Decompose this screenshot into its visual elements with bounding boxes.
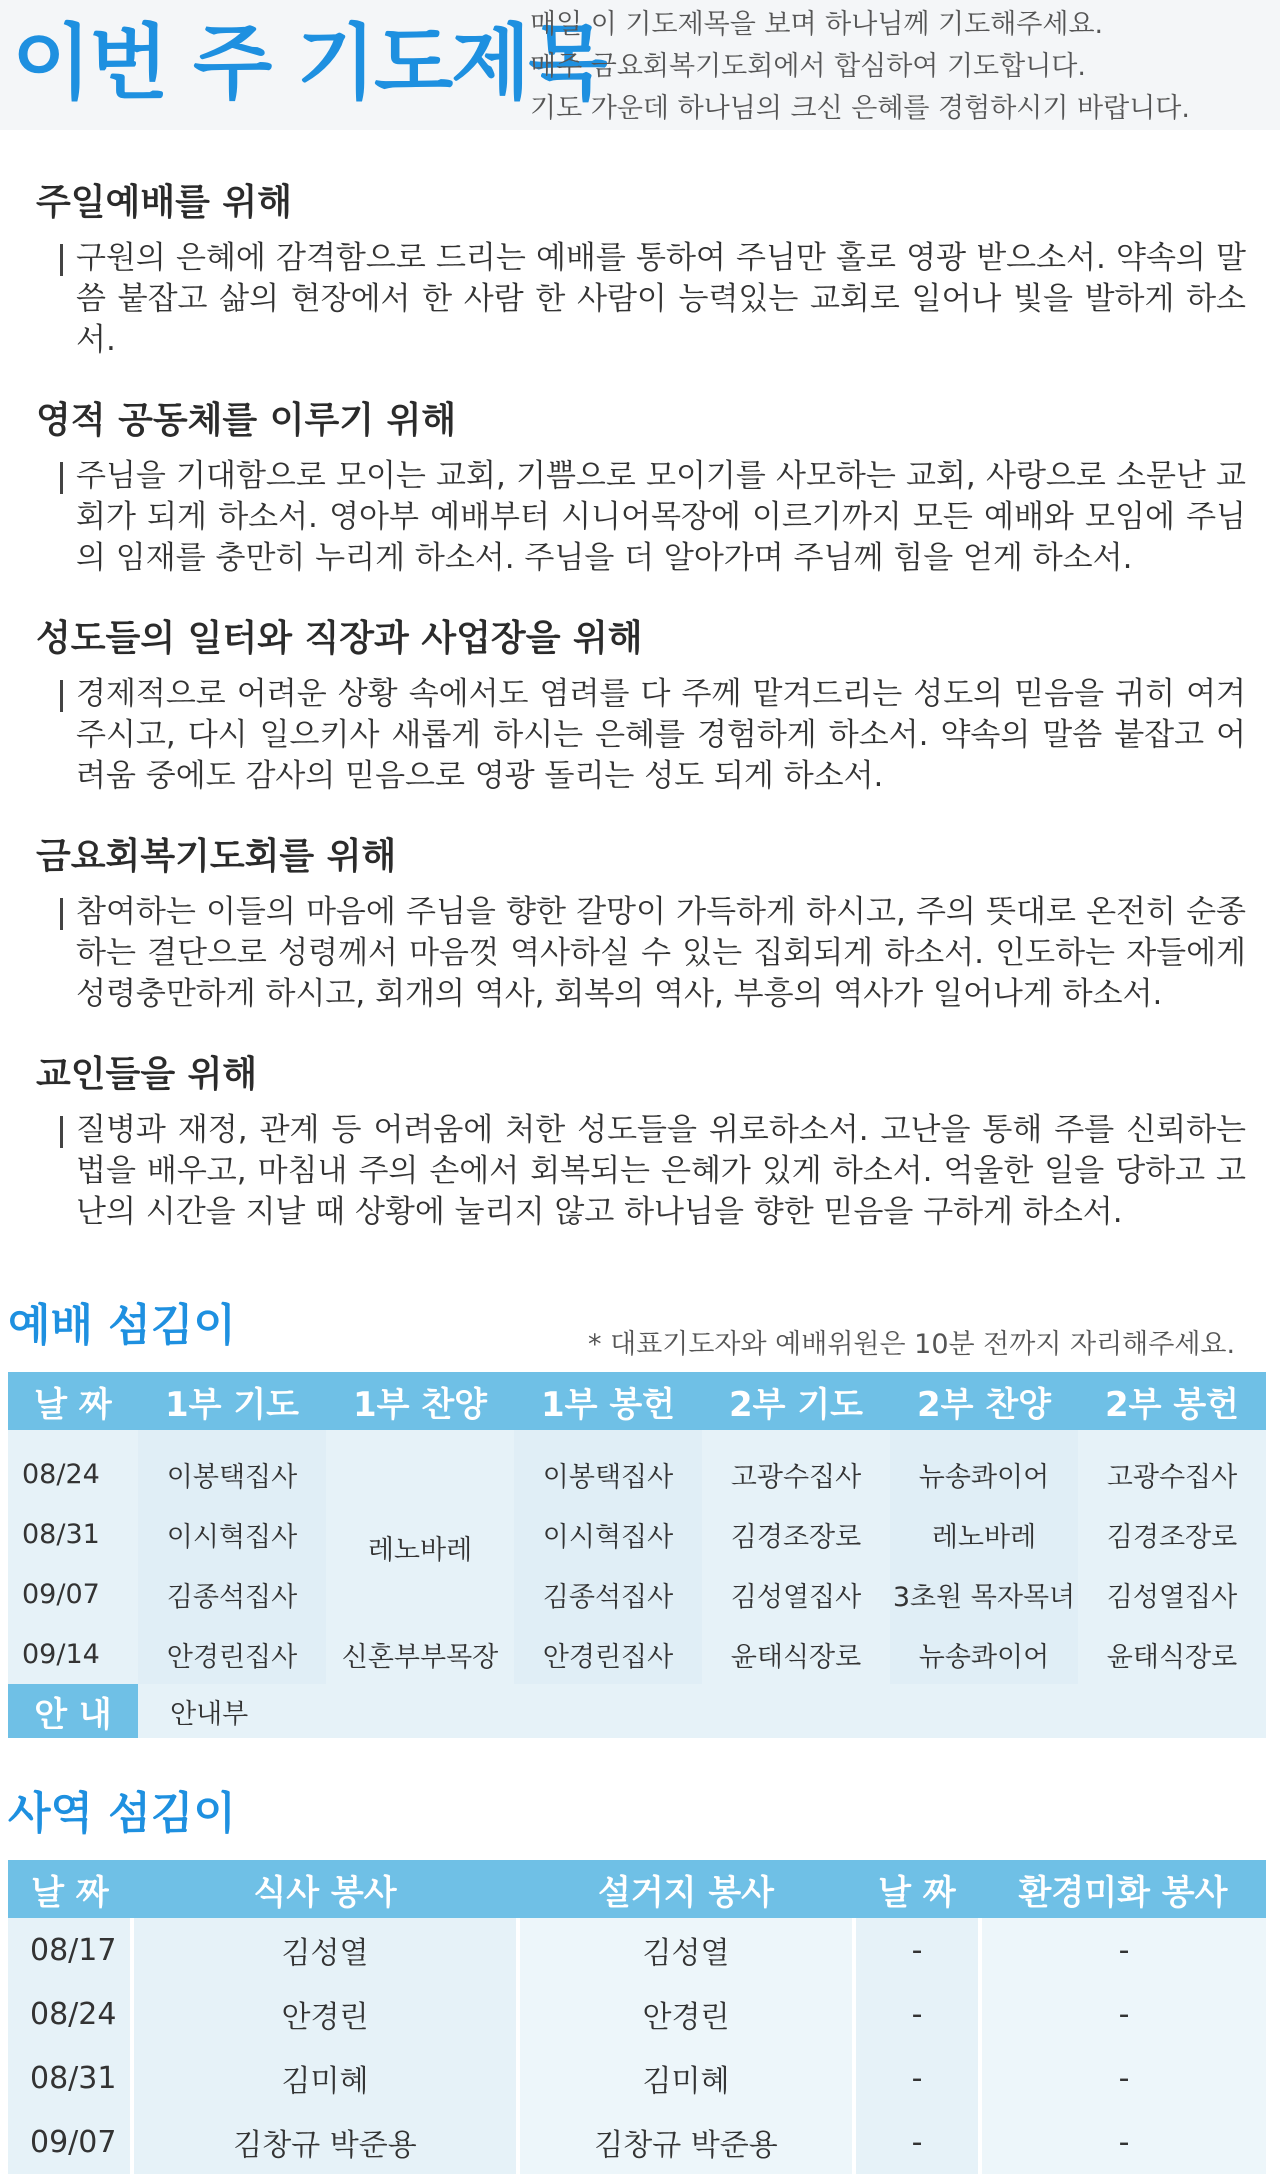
column-header: 날 짜 <box>8 1860 132 1918</box>
date-cell: 09/14 <box>8 1624 138 1684</box>
table-cell: 윤태식장로 <box>1078 1624 1266 1684</box>
prayer-section <box>36 398 1246 579</box>
column-header: 2부 찬양 <box>890 1372 1078 1430</box>
date-cell: 08/24 <box>8 1982 132 2046</box>
prayer-section <box>36 1052 1246 1233</box>
table-cell: - <box>980 1982 1266 2046</box>
prayer-body: 질병과 재정, 관계 등 어려움에 처한 성도들을 위로하소서. 고난을 통해 주를 신뢰하는 법을 배우고, 마침내 주의 손에서 회복되는 은혜가 있게 하소서. 억울한 일을 당하고 고난의 시간을 지날 때 상황에 눌리지 않고 하나님을 향한 믿음을 구하게 하소서. <box>60 1110 1246 1233</box>
page-title: 이번 주 기도제목 <box>12 16 606 111</box>
guide-label: 안 내 <box>8 1684 138 1738</box>
table-cell: 김경조장로 <box>702 1504 890 1564</box>
prayer-section <box>36 834 1246 1015</box>
intro-line: 매주 금요회복기도회에서 합심하여 기도합니다. <box>530 51 1086 82</box>
column-header: 날 짜 <box>854 1860 980 1918</box>
table-cell: 뉴송콰이어 <box>890 1430 1078 1504</box>
table-row <box>8 2046 1266 2110</box>
header-band <box>0 0 1280 130</box>
table-cell: 김창규 박준용 <box>518 2110 854 2174</box>
prayer-section <box>36 180 1246 361</box>
guide-value: 안내부 <box>138 1684 1266 1738</box>
table-cell: 김종석집사 <box>138 1564 326 1624</box>
date-cell: 08/17 <box>8 1918 132 1982</box>
worship-heading: 예배 섬김이 <box>8 1300 236 1351</box>
table-cell: 이봉택집사 <box>138 1430 326 1504</box>
prayer-title: 교인들을 위해 <box>36 1054 258 1095</box>
table-cell: 이봉택집사 <box>514 1430 702 1504</box>
column-header: 1부 기도 <box>138 1372 326 1430</box>
table-row <box>8 1624 1266 1684</box>
table-cell: 레노바레 <box>890 1504 1078 1564</box>
table-cell: 김성열 <box>518 1918 854 1982</box>
table-cell: 김미혜 <box>132 2046 518 2110</box>
table-row <box>8 1982 1266 2046</box>
table-row <box>8 1564 1266 1624</box>
column-header: 환경미화 봉사 <box>980 1860 1266 1918</box>
prayer-title: 주일예배를 위해 <box>36 182 292 223</box>
intro-line: 기도 가운데 하나님의 크신 은혜를 경험하시기 바랍니다. <box>530 93 1190 124</box>
ministry-heading: 사역 섬김이 <box>8 1788 236 1839</box>
table-cell: 뉴송콰이어 <box>890 1624 1078 1684</box>
table-cell: - <box>854 2110 980 2174</box>
column-header: 1부 봉헌 <box>514 1372 702 1430</box>
merged-praise-cell: 레노바레 <box>326 1430 514 1624</box>
table-cell: 김종석집사 <box>514 1564 702 1624</box>
table-cell: 고광수집사 <box>1078 1430 1266 1504</box>
date-cell: 08/31 <box>8 1504 138 1564</box>
table-cell: - <box>854 1982 980 2046</box>
column-header: 식사 봉사 <box>132 1860 518 1918</box>
table-cell: - <box>854 1918 980 1982</box>
table-row <box>8 2110 1266 2174</box>
table-cell: 이시혁집사 <box>514 1504 702 1564</box>
table-header-row <box>8 1372 1266 1430</box>
table-cell: 김경조장로 <box>1078 1504 1266 1564</box>
date-cell: 09/07 <box>8 2110 132 2174</box>
column-header: 2부 기도 <box>702 1372 890 1430</box>
table-cell: 안경린집사 <box>514 1624 702 1684</box>
table-cell: 김미혜 <box>518 2046 854 2110</box>
table-cell: 3초원 목자목녀 <box>890 1564 1078 1624</box>
date-cell: 08/31 <box>8 2046 132 2110</box>
guide-row <box>8 1684 1266 1738</box>
prayer-body: 경제적으로 어려운 상황 속에서도 염려를 다 주께 맡겨드리는 성도의 믿음을 귀히 여겨주시고, 다시 일으키사 새롭게 하시는 은혜를 경험하게 하소서. 약속의 말씀 붙잡고 어려움 중에도 감사의 믿음으로 영광 돌리는 성도 되게 하소서. <box>60 674 1246 797</box>
prayer-body: 참여하는 이들의 마음에 주님을 향한 갈망이 가득하게 하시고, 주의 뜻대로 온전히 순종하는 결단으로 성령께서 마음껏 역사하실 수 있는 집회되게 하소서. 인도하는 자들에게 성령충만하게 하시고, 회개의 역사, 회복의 역사, 부흥의 역사가 일어나게 하소서. <box>60 892 1246 1015</box>
table-cell: - <box>980 1918 1266 1982</box>
column-header: 설거지 봉사 <box>518 1860 854 1918</box>
prayer-body: 주님을 기대함으로 모이는 교회, 기쁨으로 모이기를 사모하는 교회, 사랑으로 소문난 교회가 되게 하소서. 영아부 예배부터 시니어목장에 이르기까지 모든 예배와 모임에 주님의 임재를 충만히 누리게 하소서. 주님을 더 알아가며 주님께 힘을 얻게 하소서. <box>60 456 1246 579</box>
table-cell: 김성열집사 <box>702 1564 890 1624</box>
table-cell: 안경린 <box>518 1982 854 2046</box>
table-cell: 안경린 <box>132 1982 518 2046</box>
table-cell: - <box>980 2110 1266 2174</box>
table-cell: - <box>980 2046 1266 2110</box>
intro-line: 매일 이 기도제목을 보며 하나님께 기도해주세요. <box>530 9 1104 40</box>
date-cell: 08/24 <box>8 1430 138 1504</box>
table-row <box>8 1918 1266 1982</box>
table-cell: 김성열집사 <box>1078 1564 1266 1624</box>
column-header: 2부 봉헌 <box>1078 1372 1266 1430</box>
prayer-title: 성도들의 일터와 직장과 사업장을 위해 <box>36 618 643 659</box>
table-cell: 신혼부부목장 <box>326 1624 514 1684</box>
column-header: 1부 찬양 <box>326 1372 514 1430</box>
table-cell: 김성열 <box>132 1918 518 1982</box>
table-cell: 윤태식장로 <box>702 1624 890 1684</box>
worship-note: * 대표기도자와 예배위원은 10분 전까지 자리해주세요. <box>588 1329 1236 1360</box>
table-cell: 이시혁집사 <box>138 1504 326 1564</box>
table-cell: 김창규 박준용 <box>132 2110 518 2174</box>
prayer-title: 금요회복기도회를 위해 <box>36 836 397 877</box>
table-header-row <box>8 1860 1266 1918</box>
prayer-section <box>36 616 1246 797</box>
ministry-table <box>8 1860 1266 2174</box>
date-cell: 09/07 <box>8 1564 138 1624</box>
table-row <box>8 1430 1266 1504</box>
worship-table <box>8 1372 1266 1738</box>
table-cell: 안경린집사 <box>138 1624 326 1684</box>
prayer-body: 구원의 은혜에 감격함으로 드리는 예배를 통하여 주님만 홀로 영광 받으소서. 약속의 말씀 붙잡고 삶의 현장에서 한 사람 한 사람이 능력있는 교회로 일어나 빛을 발하게 하소서. <box>60 238 1246 361</box>
intro-text <box>530 4 1190 130</box>
table-row <box>8 1504 1266 1564</box>
table-cell: 고광수집사 <box>702 1430 890 1504</box>
table-cell: - <box>854 2046 980 2110</box>
column-header: 날 짜 <box>8 1372 138 1430</box>
prayer-title: 영적 공동체를 이루기 위해 <box>36 400 457 441</box>
